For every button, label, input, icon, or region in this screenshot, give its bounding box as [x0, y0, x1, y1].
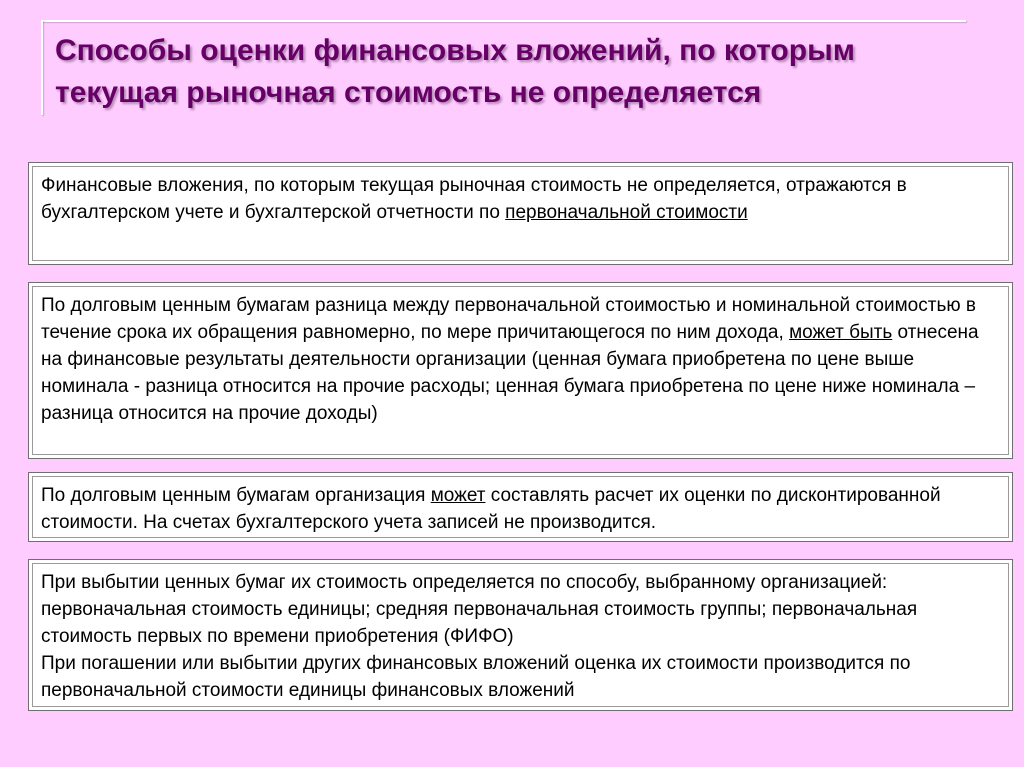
debt-difference-underlined-text: может быть [789, 322, 893, 343]
initial-cost-underlined-text: первоначальной стоимости [505, 202, 748, 223]
text-box-disposal-valuation [28, 559, 1013, 711]
text-box-disposal-valuation-content [32, 563, 1009, 707]
title-frame-left-line [41, 20, 43, 115]
text-box-debt-securities-difference-content [32, 286, 1009, 455]
title-frame-top-line [41, 20, 966, 22]
text-box-debt-securities-difference [28, 282, 1013, 459]
discounted-value-underlined-text: может [430, 485, 486, 506]
text-box-initial-cost [28, 162, 1013, 265]
disposal-other-investments-paragraph: При погашении или выбытии других финансовых вложений оценка их стоимости производится по первоначальной стоимости единицы финансовых вложений [41, 653, 911, 701]
slide-title: Способы оценки финансовых вложений, по которым текущая рыночная стоимость не определяется [55, 34, 855, 109]
text-box-discounted-value [28, 472, 1013, 542]
debt-difference-text-start: По долговым ценным бумагам разница между первоначальной стоимостью и номинальной стоимостью в течение срока их обращения равномерно, по мере причитающегося по ним дохода, [41, 295, 976, 343]
text-box-discounted-value-content [32, 476, 1009, 538]
text-box-initial-cost-content [32, 166, 1009, 261]
discounted-value-text-end: составлять расчет их оценки по дисконтированной стоимости. На счетах бухгалтерского учета записей не производится. [41, 485, 941, 533]
debt-difference-text-end: отнесена на финансовые результаты деятельности организации (ценная бумага приобретена по цене выше номинала - разница относится на прочие расходы; ценная бумага приобретена по цене ниже номинала – разница относится на прочие доходы) [41, 322, 979, 424]
discounted-value-text-start: По долговым ценным бумагам организация [41, 485, 431, 506]
disposal-securities-paragraph: При выбытии ценных бумаг их стоимость определяется по способу, выбранному организацией: первоначальная стоимость единицы; средняя первоначальная стоимость группы; первоначальная стоимость первых по времени приобретения (ФИФО) [41, 572, 918, 647]
initial-cost-text: Финансовые вложения, по которым текущая рыночная стоимость не определяется, отражаются в бухгалтерском учете и бухгалтерской отчетности по [41, 175, 907, 223]
